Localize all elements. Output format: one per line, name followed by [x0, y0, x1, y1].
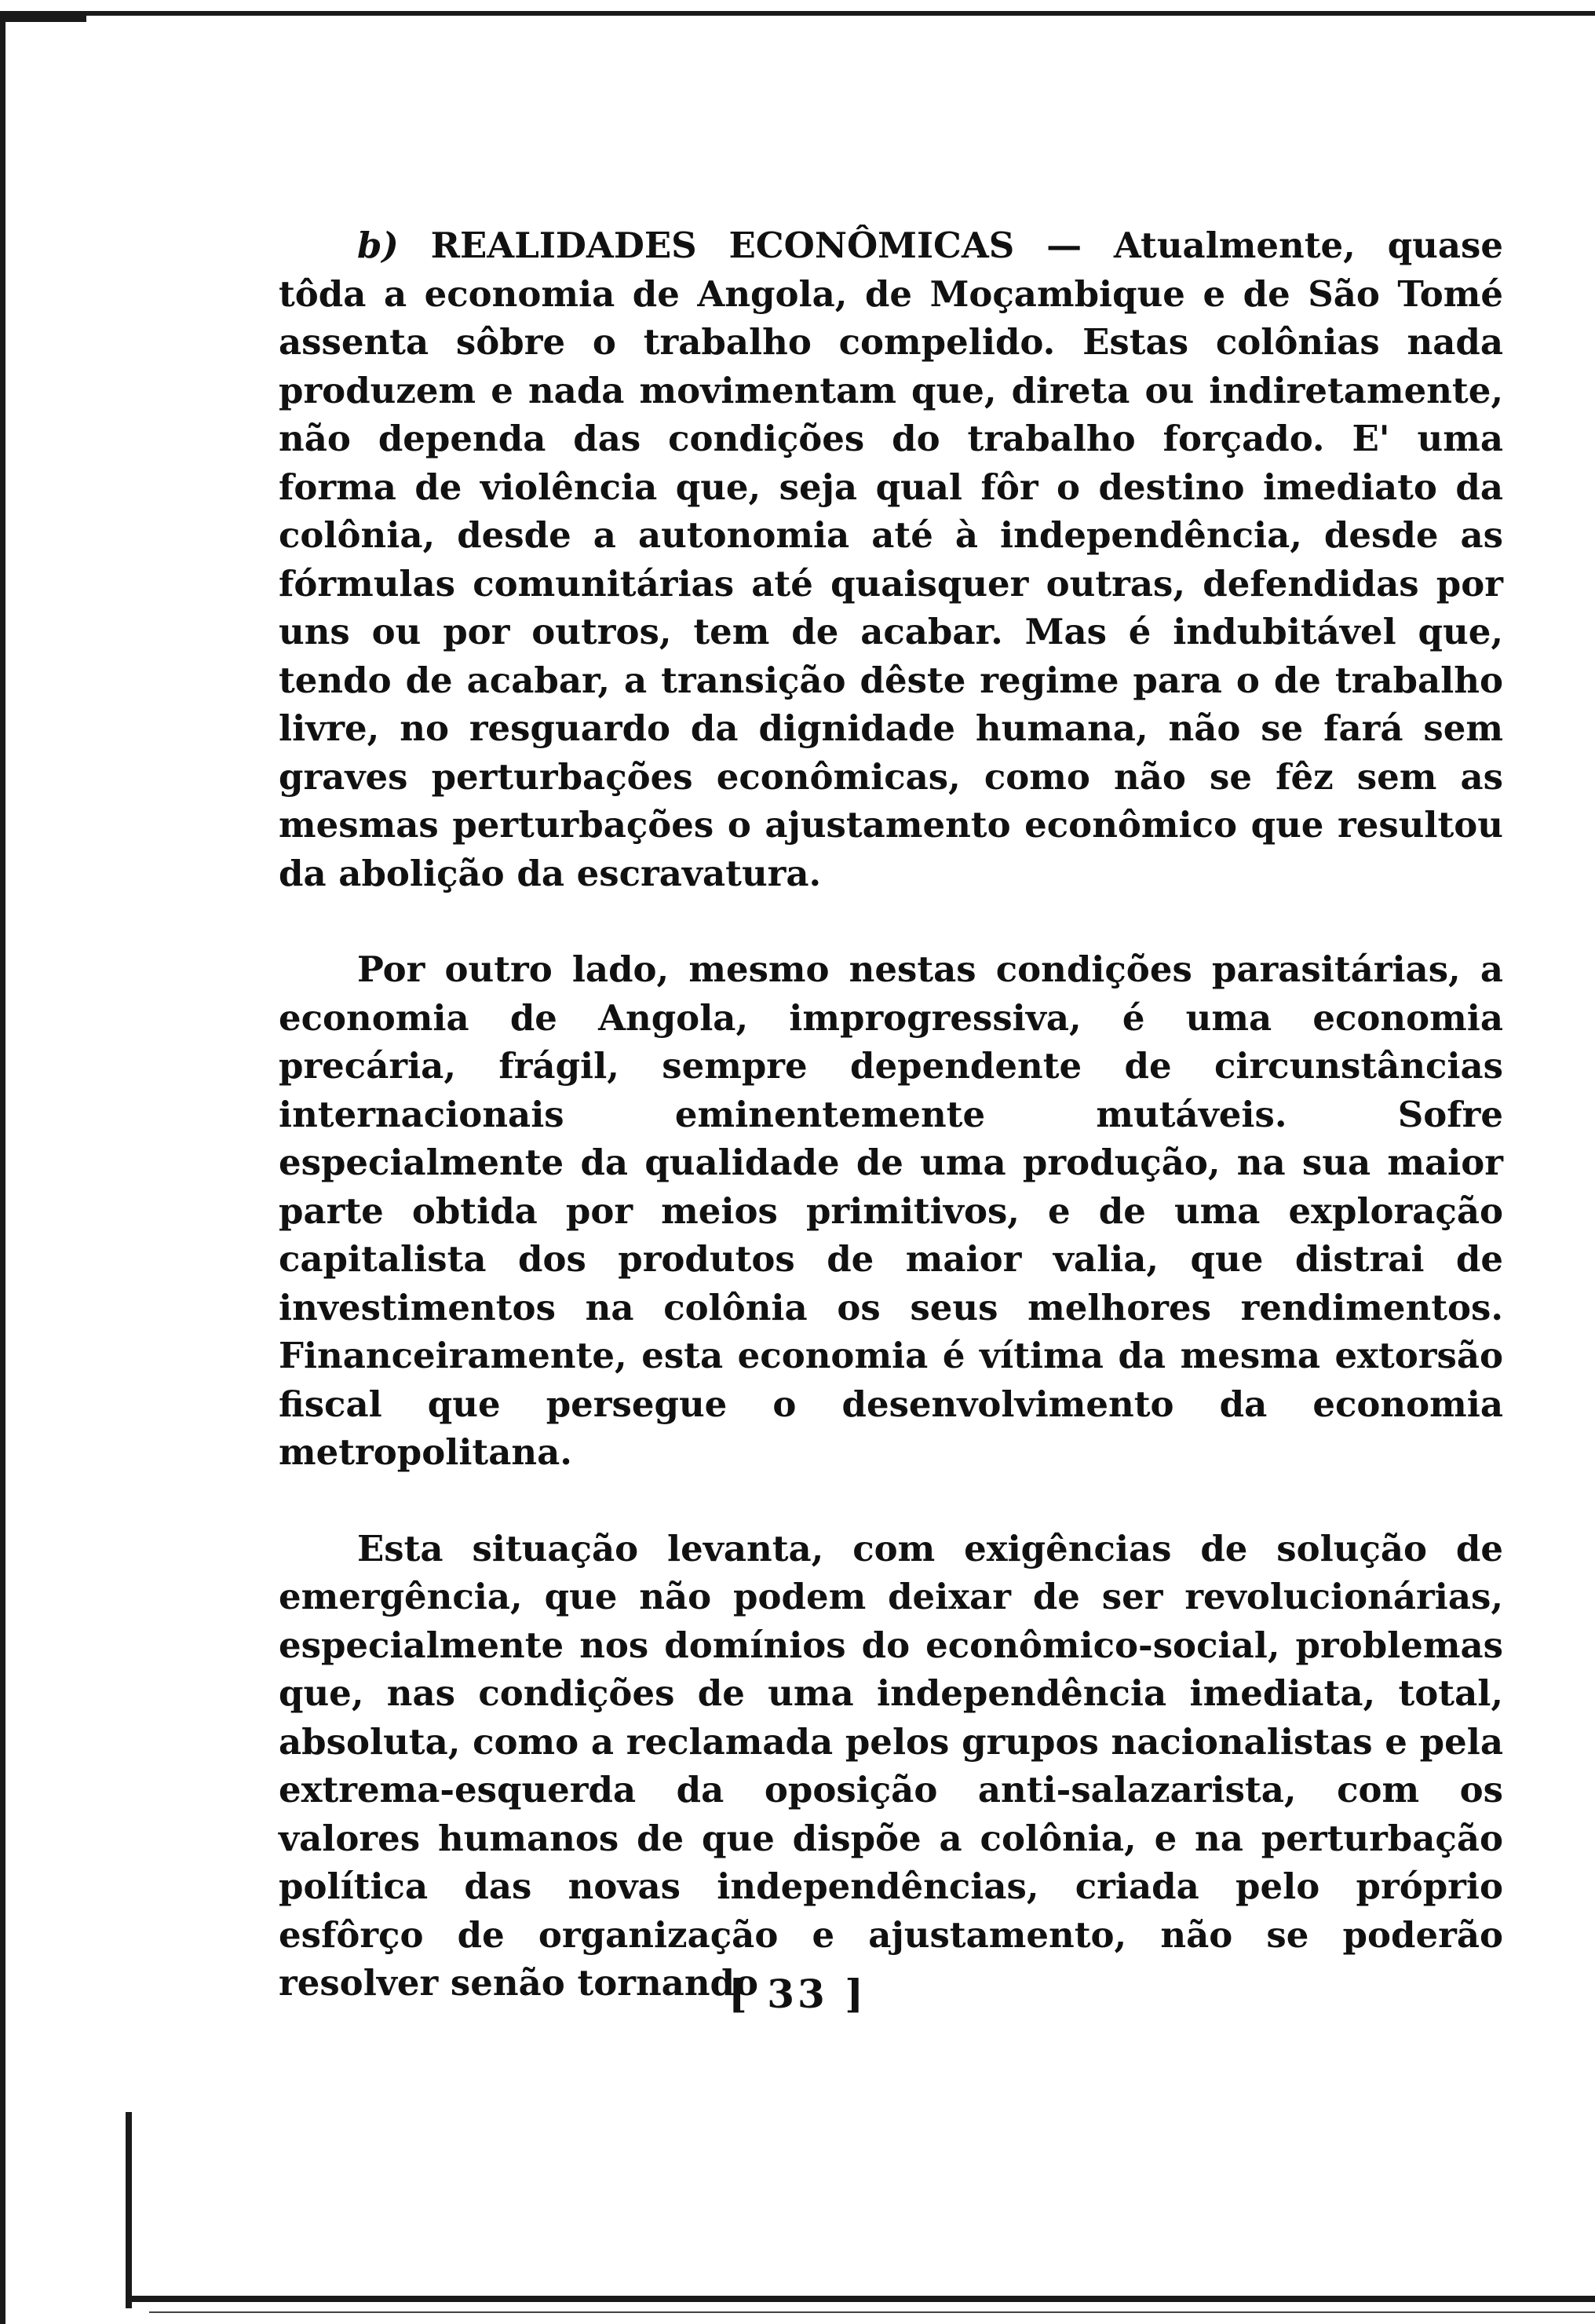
scan-border-bottom-left-mark — [126, 2112, 132, 2308]
paragraph-text: Por outro lado, mesmo nestas condições parasitárias, a economia de Angola, improgressiva, é uma economia precária, frágil, sempre dependente de circunstâncias internacionais eminentemente mutáveis. Sofre especialmente da qualidade de uma produção, na sua maior parte obtida por meios primitivos, e de uma exploração capitalista dos produtos de maior valia, que distrai de investimentos na colônia os seus melhores rendimentos. Financeiramente, esta economia é vítima da mesma extorsão fiscal que persegue o desenvolvimento da economia metropolitana. — [279, 948, 1503, 1473]
scan-border-top-mark — [0, 11, 86, 22]
paragraph-economy-fragility — [279, 945, 1503, 1477]
scan-border-bottom-thin — [149, 2311, 1595, 2313]
page-number: [ 33 ] — [728, 1971, 867, 2017]
paragraph-emergency-situation — [279, 1525, 1503, 2008]
paragraph-economic-realities — [279, 221, 1503, 897]
scan-border-bottom — [126, 2296, 1595, 2302]
section-label — [357, 225, 1014, 266]
section-letter: b) — [357, 225, 399, 266]
paragraph-text: Esta situação levanta, com exigências de solução de emergência, que não podem deixar de ser revolucionárias, especialmente nos domínios do econômico-social, problemas que, nas condições de uma independência imediata, total, absoluta, como a reclamada pelos grupos nacionalistas e pela extrema-esquerda da oposição anti-salazarista, com os valores humanos de que dispõe a colônia, e na perturbação política das novas independências, criada pelo próprio esfôrço de organização e ajustamento, não se poderão resolver senão tornando — [279, 1527, 1503, 2004]
paragraph-text: — Atualmente, quase tôda a economia de Angola, de Moçambique e de São Tomé assenta sôbre o trabalho compelido. Estas colônias nada produzem e nada movimentam que, direta ou indiretamente, não dependa das condições do trabalho forçado. E' uma forma de violência que, seja qual fôr o destino imediato da colônia, desde a autonomia até à independência, desde as fórmulas comunitárias até quaisquer outras, defendidas por uns ou por outros, tem de acabar. Mas é indubitável que, tendo de acabar, a transição dêste regime para o de trabalho livre, no resguardo da dignidade humana, não se fará sem graves perturbações econômicas, como não se fêz sem as mesmas perturbações o ajustamento econômico que resultou da abolição da escravatura. — [279, 225, 1503, 894]
scan-border-top — [0, 11, 1595, 16]
page-body — [279, 221, 1503, 2008]
section-title: REALIDADES ECONÔMICAS — [430, 225, 1015, 266]
